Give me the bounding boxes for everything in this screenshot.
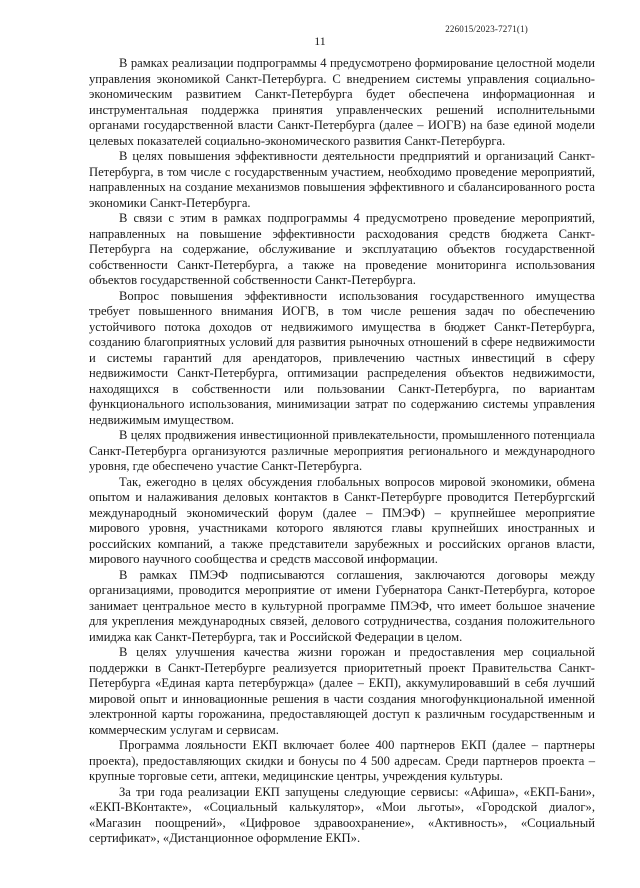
paragraph: Программа лояльности ЕКП включает более 400 партнеров ЕКП (далее – партнеры проекта), предоставляющих скидки и бонусы по 4 500 адресам. Среди партнеров проекта – крупные торговые сети, аптеки, медицинские центры, учреждения культуры. (89, 738, 595, 783)
paragraph: В целях улучшения качества жизни горожан и предоставления мер социальной поддержки в Санкт-Петербурге реализуется приоритетный проект Правительства Санкт-Петербурга «Единая карта петербуржца» (далее – ЕКП), аккумулировавший в себя лучший мировой опыт и инновационные решения в части создания многофункциональной именной электронной карты горожанина, предоставляющей доступ к различным государственным и коммерческим услугам и сервисам. (89, 645, 595, 737)
registration-number: 226015/2023-7271(1) (445, 24, 528, 34)
paragraph: В рамках ПМЭФ подписываются соглашения, заключаются договоры между организациями, проводится мероприятие от имени Губернатора Санкт-Петербурга, которое занимает центральное место в культурной программе ПМЭФ, что имеет большое значение для укрепления международных связей, делового сотрудничества, создания положительного имиджа как Санкт-Петербурга, так и Российской Федерации в целом. (89, 567, 595, 644)
paragraph: В рамках реализации подпрограммы 4 предусмотрено формирование целостной модели управления экономикой Санкт-Петербурга. С внедрением системы управления социально-экономическим развитием Санкт-Петербурга будет обеспечена информационная и инструментальная поддержка принятия управленческих решений исполнительными органами государственной власти Санкт-Петербурга (далее – ИОГВ) на базе единой модели целевых показателей социально-экономического развития Санкт-Петербурга. (89, 56, 595, 148)
paragraph: В целях повышения эффективности деятельности предприятий и организаций Санкт-Петербурга, в том числе с государственным участием, необходимо проведение мероприятий, направленных на создание механизмов повышения эффективного и сбалансированного роста экономики Санкт-Петербурга. (89, 149, 595, 210)
document-body (89, 56, 595, 847)
paragraph: В целях продвижения инвестиционной привлекательности, промышленного потенциала Санкт-Петербурга организуются различные мероприятия регионального и международного уровня, где обеспечено участие Санкт-Петербурга. (89, 428, 595, 473)
paragraph: За три года реализации ЕКП запущены следующие сервисы: «Афиша», «ЕКП-Бани», «ЕКП-ВКонтакте», «Социальный калькулятор», «Мои льготы», «Городской диалог», «Магазин поощрений», «Цифровое здравоохранение», «Активность», «Социальный сертификат», «Дистанционное оформление ЕКП». (89, 784, 595, 845)
paragraph: В связи с этим в рамках подпрограммы 4 предусмотрено проведение мероприятий, направленных на повышение эффективности расходования средств бюджета Санкт-Петербурга на содержание, обслуживание и эксплуатацию объектов государственной собственности Санкт-Петербурга, а также на проведение мониторинга использования объектов государственной собственности Санкт-Петербурга. (89, 211, 595, 287)
paragraph: Так, ежегодно в целях обсуждения глобальных вопросов мировой экономики, обмена опытом и налаживания деловых контактов в Санкт-Петербурге проводится Петербургский международный экономический форум (далее – ПМЭФ) – крупнейшее мероприятие мирового уровня, участниками которого являются главы крупнейших иностранных и российских компаний, а также представители зарубежных и российских органов власти, мирового научного сообщества и средств массовой информации. (89, 474, 595, 566)
page-number: 11 (314, 34, 326, 48)
paragraph: Вопрос повышения эффективности использования государственного имущества требует повышенного внимания ИОГВ, в том числе решения задач по обеспечению устойчивого потока доходов от недвижимого имущества в бюджет Санкт-Петербурга, созданию благоприятных условий для развития рыночных отношений в сфере недвижимости и системы гарантий для арендаторов, привлечению частных инвестиций в сферу недвижимости Санкт-Петербурга, оптимизации распределения объектов недвижимости, находящихся в собственности или пользовании Санкт-Петербурга, по вариантам функционального использования, минимизации затрат по содержанию системы управления недвижимым имуществом. (89, 288, 595, 427)
